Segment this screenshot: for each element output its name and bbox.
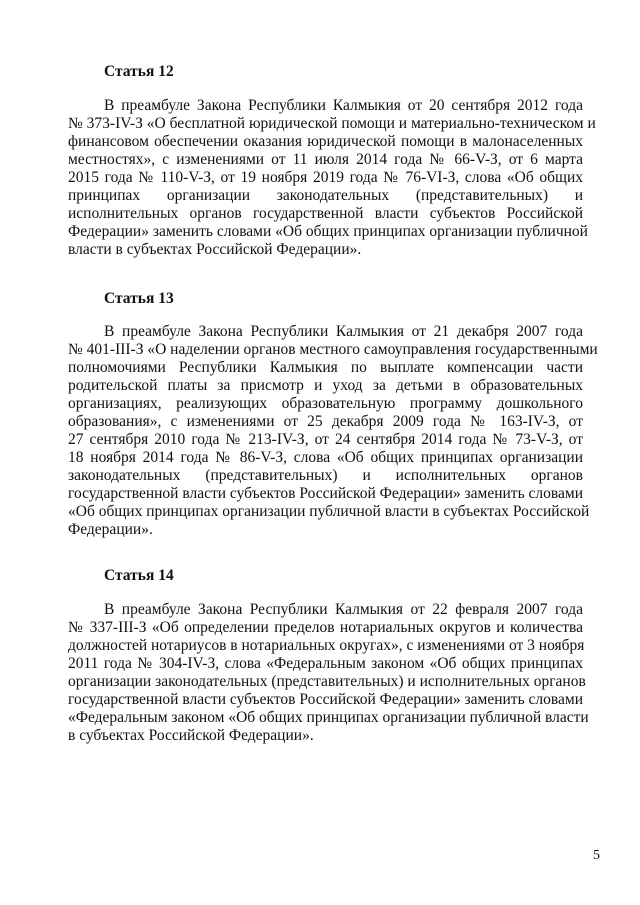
text-line: полномочиями Республики Калмыкия по выплате компенсации части bbox=[68, 359, 583, 376]
page-number: 5 bbox=[593, 848, 600, 863]
text-line: должностей нотариусов в нотариальных округах», с изменениями от 3 ноября bbox=[68, 637, 585, 654]
text-line: государственной власти субъектов Российской Федерации» заменить словами bbox=[68, 691, 583, 708]
text-line: 2011 года № 304-IV-З, слова «Федеральным законом «Об общих принципах bbox=[68, 655, 583, 672]
text-line: законодательных (представительных) и исполнительных органов bbox=[68, 467, 583, 484]
text-line: родительской платы за присмотр и уход за детьми в образовательных bbox=[68, 377, 583, 394]
text-line: принципах организации законодательных (представительных) и bbox=[68, 187, 583, 204]
text-line: Федерации» заменить словами «Об общих принципах организации публичной bbox=[68, 223, 588, 240]
article-14 bbox=[68, 567, 589, 745]
text-line: образования», с изменениями от 25 декабря 2009 года № 163-IV-З, от bbox=[68, 413, 583, 430]
text-line: организациях, реализующих образовательную программу дошкольного bbox=[68, 395, 583, 412]
text-line: 2015 года № 110-V-З, от 19 ноября 2019 года № 76-VI-З, слова «Об общих bbox=[68, 169, 583, 186]
text-line: в субъектах Российской Федерации». bbox=[68, 727, 314, 744]
article-12 bbox=[68, 63, 596, 259]
text-line: 27 сентября 2010 года № 213-IV-З, от 24 сентября 2014 года № 73-V-З, от bbox=[68, 431, 583, 448]
article-13 bbox=[68, 290, 598, 539]
text-line: «Федеральным законом «Об общих принципах организации публичной власти bbox=[68, 709, 589, 726]
text-line: Федерации». bbox=[68, 521, 153, 538]
text-line: 18 ноября 2014 года № 86-V-З, слова «Об общих принципах организации bbox=[68, 449, 583, 466]
text-line: государственной власти субъектов Российской Федерации» заменить словами bbox=[68, 485, 583, 502]
text-line: исполнительных органов государственной власти субъектов Российской bbox=[68, 205, 583, 222]
article-paragraph bbox=[68, 601, 589, 745]
text-line: В преамбуле Закона Республики Калмыкия от 21 декабря 2007 года bbox=[104, 323, 583, 340]
text-line: организации законодательных (представительных) и исполнительных органов bbox=[68, 673, 586, 690]
text-line: В преамбуле Закона Республики Калмыкия от 20 сентября 2012 года bbox=[104, 97, 583, 114]
text-line: власти в субъектах Российской Федерации». bbox=[68, 241, 362, 258]
article-paragraph bbox=[68, 323, 598, 539]
article-heading: Статья 13 bbox=[104, 290, 174, 307]
text-line: № 337-III-З «Об определении пределов нотариальных округов и количества bbox=[68, 619, 583, 636]
text-line: № 373-IV-З «О бесплатной юридической помощи и материально-техническом и bbox=[68, 115, 596, 132]
article-paragraph bbox=[68, 97, 596, 259]
text-line: финансовом обеспечении оказания юридической помощи в малонаселенных bbox=[68, 133, 583, 150]
text-line: «Об общих принципах организации публичной власти в субъектах Российской bbox=[68, 503, 590, 520]
article-heading: Статья 14 bbox=[104, 567, 174, 584]
text-line: В преамбуле Закона Республики Калмыкия от 22 февраля 2007 года bbox=[104, 601, 583, 618]
text-line: № 401-III-З «О наделении органов местного самоуправления государственными bbox=[68, 341, 598, 358]
text-line: местностях», с изменениями от 11 июля 2014 года № 66-V-З, от 6 марта bbox=[68, 151, 583, 168]
article-heading: Статья 12 bbox=[104, 63, 174, 80]
